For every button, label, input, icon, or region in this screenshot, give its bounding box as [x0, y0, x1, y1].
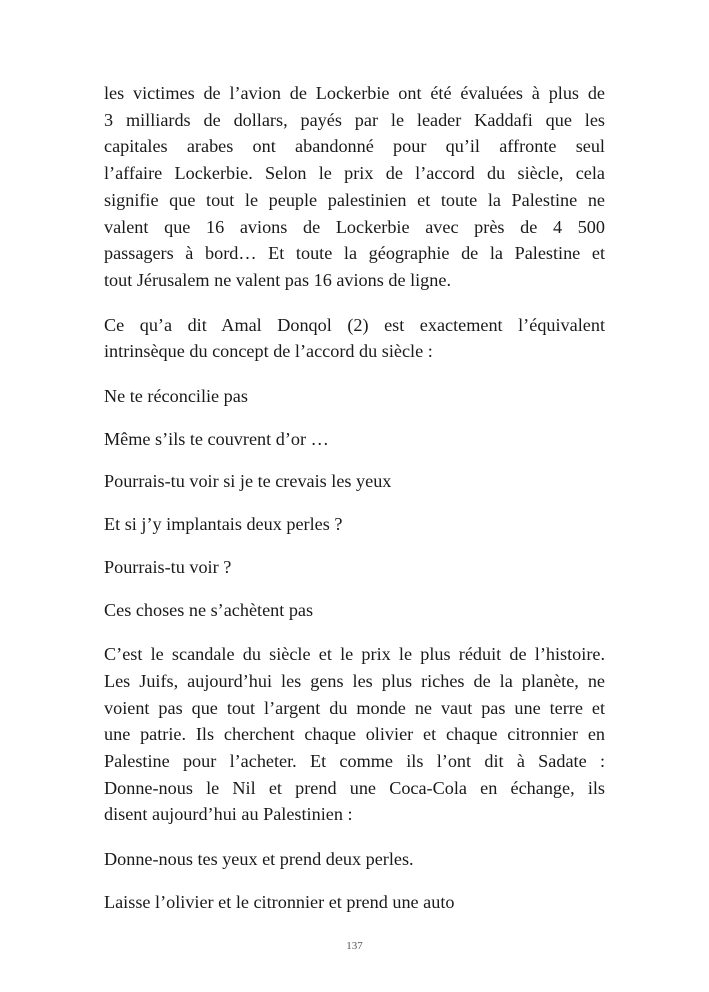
verse-line: Pourrais-tu voir ? [104, 556, 232, 577]
text-line: C’est le scandale du siècle et le prix le plus réduit de l’histoire. [104, 644, 605, 665]
verse-line: Laisse l’olivier et le citronnier et prend une auto [104, 891, 455, 912]
paragraph-scandal [104, 641, 605, 828]
text-line: Les Juifs, aujourd’hui les gens les plus riches de la planète, ne [104, 670, 605, 691]
verse-line: Et si j’y implantais deux perles ? [104, 514, 343, 535]
text-line: tout Jérusalem ne valent pas 16 avions de ligne. [104, 269, 451, 290]
text-line: disent aujourd’hui au Palestinien : [104, 804, 353, 825]
text-line: capitales arabes ont abandonné pour qu’il affronte seul [104, 136, 605, 157]
page-number: 137 [346, 940, 363, 952]
text-line: les victimes de l’avion de Lockerbie ont été évaluées à plus de [104, 83, 605, 103]
text-line: signifie que tout le peuple palestinien et toute la Palestine ne [104, 189, 605, 210]
text-line: Ce qu’a dit Amal Donqol (2) est exactement l’équivalent [104, 314, 605, 335]
text-line: 3 milliards de dollars, payés par le leader Kaddafi que les [104, 109, 605, 130]
paragraph-amal-donqol [104, 312, 605, 365]
verse-line: Donne-nous tes yeux et prend deux perles. [104, 849, 414, 870]
text-line: intrinsèque du concept de l’accord du siècle : [104, 341, 433, 362]
verse-line: Ne te réconcilie pas [104, 386, 248, 407]
paragraph-lockerbie [104, 80, 605, 294]
verse-line: Même s’ils te couvrent d’or … [104, 428, 329, 449]
text-line: valent que 16 avions de Lockerbie avec près de 4 500 [104, 216, 605, 237]
text-line: Donne-nous le Nil et prend une Coca-Cola en échange, ils [104, 777, 605, 798]
text-line: l’affaire Lockerbie. Selon le prix de l’accord du siècle, cela [104, 163, 605, 184]
text-line: passagers à bord… Et toute la géographie de la Palestine et [104, 243, 605, 264]
text-line: Palestine pour l’acheter. Et comme ils l’ont dit à Sadate : [104, 751, 605, 772]
text-line: une patrie. Ils cherchent chaque olivier et chaque citronnier en [104, 724, 605, 745]
verse-line: Pourrais-tu voir si je te crevais les yeux [104, 471, 392, 492]
page-body [104, 80, 605, 932]
text-line: voient pas que tout l’argent du monde ne vaut pas une terre et [104, 697, 605, 718]
verse-line: Ces choses ne s’achètent pas [104, 599, 314, 620]
